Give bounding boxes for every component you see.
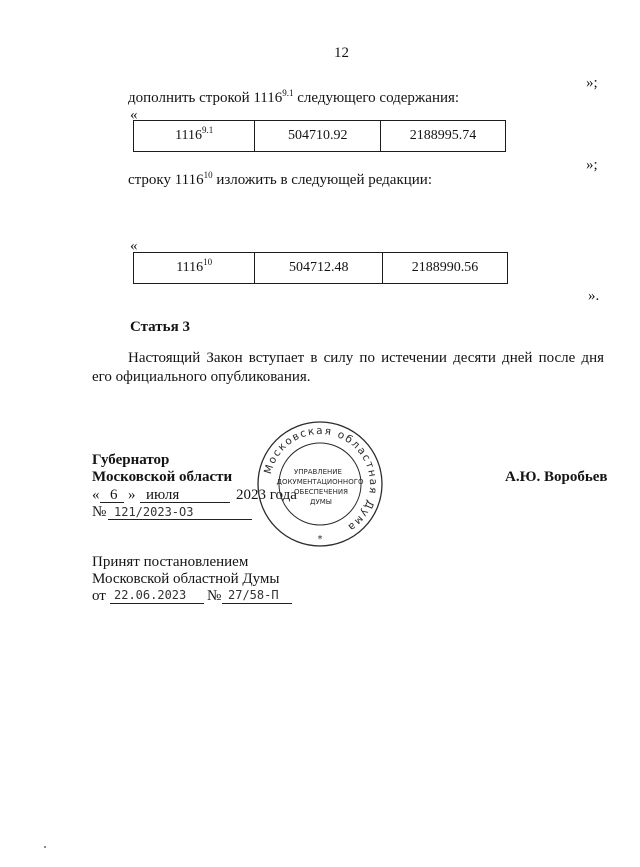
table-row xyxy=(134,121,506,152)
amendment-2-superscript: 10 xyxy=(203,170,213,180)
scan-artifact xyxy=(44,846,46,848)
coordinates-table-2 xyxy=(133,252,508,284)
date-open-quote: « xyxy=(92,487,100,503)
closing-quote-2: »; xyxy=(586,157,598,173)
governor-name: А.Ю. Воробьев xyxy=(505,469,608,485)
closing-quote-1: »; xyxy=(586,75,598,91)
x-coordinate-cell: 504710.92 xyxy=(255,121,381,152)
page-number: 12 xyxy=(334,45,349,61)
date-day: 6 xyxy=(110,487,118,503)
amendment-1-text-before: дополнить строкой 1116 xyxy=(128,90,283,106)
seal-star: * xyxy=(317,534,323,545)
date-month: июля xyxy=(146,487,180,503)
amendment-2-text xyxy=(128,171,432,189)
adopted-from-label: от xyxy=(92,588,106,604)
seal-center-line-4: ДУМЫ xyxy=(310,498,332,506)
table-row xyxy=(134,253,508,284)
amendment-1-text-after: следующего содержания: xyxy=(293,90,460,106)
opening-quote-2: « xyxy=(130,238,138,254)
date-month-underline xyxy=(140,502,230,503)
governor-title-line-1: Губернатор xyxy=(92,452,170,468)
point-number-cell xyxy=(134,121,255,152)
law-number-underline xyxy=(108,519,252,520)
y-coordinate-cell: 2188990.56 xyxy=(383,253,508,284)
adopted-line-2: Московской областной Думы xyxy=(92,571,280,587)
amendment-1-superscript: 9.1 xyxy=(282,88,294,98)
adopted-date: 22.06.2023 xyxy=(114,588,187,602)
amendment-1-text xyxy=(128,89,459,107)
seal-center-line-1: УПРАВЛЕНИЕ xyxy=(294,468,342,476)
adopted-line-1: Принят постановлением xyxy=(92,554,249,570)
point-base: 1116 xyxy=(176,260,204,275)
article-paragraph-line-2: его официального опубликования. xyxy=(92,369,311,385)
amendment-2-text-before: строку 1116 xyxy=(128,172,204,188)
point-base: 1116 xyxy=(175,128,203,143)
point-sup: 9.1 xyxy=(202,125,214,135)
seal-center-line-2: ДОКУМЕНТАЦИОННОГО xyxy=(276,478,364,486)
governor-title-line-2: Московской области xyxy=(92,469,233,485)
law-number-value: 121/2023-ОЗ xyxy=(114,505,194,519)
point-number-cell xyxy=(134,253,255,284)
article-paragraph xyxy=(92,349,604,387)
adopted-number-underline xyxy=(222,603,292,604)
seal-center-line-3: ОБЕСПЕЧЕНИЯ xyxy=(294,488,348,496)
closing-quote-3: ». xyxy=(588,288,600,304)
coordinates-table-1 xyxy=(133,120,506,152)
seal-ring-text: Московская областная Дума xyxy=(261,424,380,534)
adopted-number: 27/58-П xyxy=(228,588,279,602)
date-close-quote: » xyxy=(128,487,136,503)
adopted-number-label: № xyxy=(207,588,222,604)
opening-quote-1: « xyxy=(130,107,138,123)
official-seal xyxy=(256,420,384,548)
law-number-label: № xyxy=(92,504,107,520)
article-paragraph-line-1: Настоящий Закон вступает в силу по истечении десяти дней после дня xyxy=(128,350,604,366)
date-year: 2023 года xyxy=(236,487,297,503)
adopted-date-underline xyxy=(110,603,204,604)
x-coordinate-cell: 504712.48 xyxy=(255,253,383,284)
y-coordinate-cell: 2188995.74 xyxy=(381,121,506,152)
amendment-2-text-after: изложить в следующей редакции: xyxy=(212,172,433,188)
article-heading: Статья 3 xyxy=(130,319,190,335)
point-sup: 10 xyxy=(203,257,213,267)
